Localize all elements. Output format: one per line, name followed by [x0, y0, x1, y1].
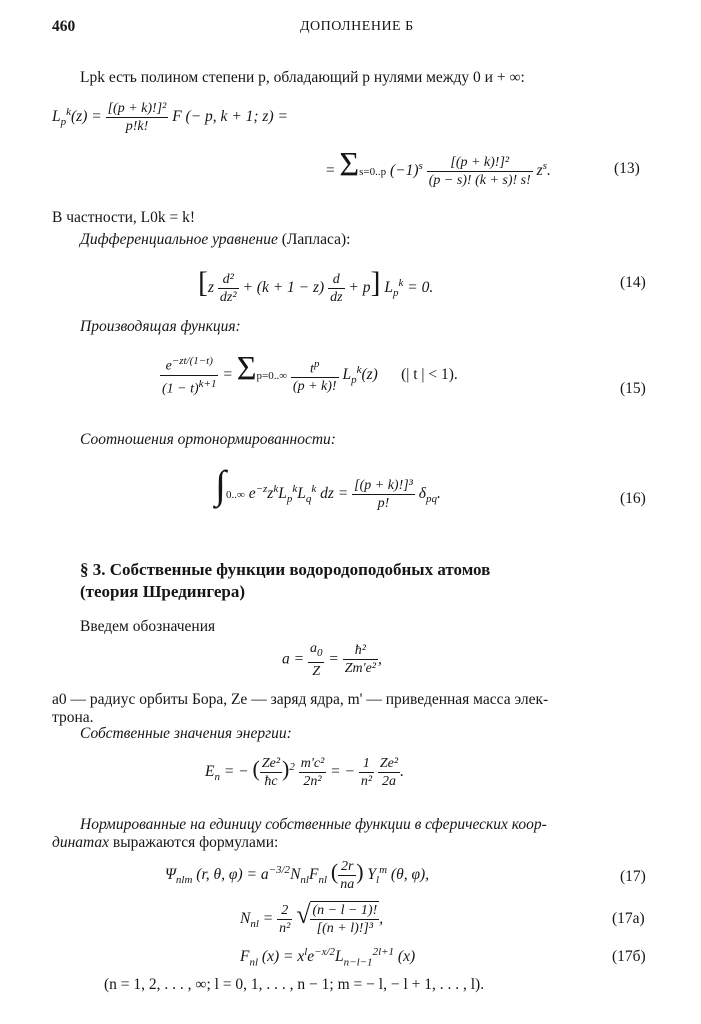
running-title: ДОПОЛНЕНИЕ Б [300, 19, 414, 34]
eq-number-17a: (17а) [612, 910, 645, 927]
paragraph-quantum-numbers: (n = 1, 2, . . . , ∞; l = 0, 1, . . . , n − 1; m = − l, − l + 1, . . . , l). [104, 976, 485, 993]
paragraph-normalized-cont [52, 833, 278, 853]
equation-16: ∫0..∞ $e^{-z}z^kL_p^kL_q^k$ dz = $\frac{\text{[(p + k)!]³}}{p!}$ $\delta_{pq}$. [215, 462, 441, 511]
equation-17a: $N_{nl}$ = $\frac{2}{\text{n²}}$ √ $\frac{(n - l - 1)!}{\text{[(n + l)!]³}}$ , [240, 900, 384, 937]
equation-17b: $F_{nl}$ $(x) = x^le^{-x/2}L_{n-l-1}^{2l+1}$ (x) [240, 946, 416, 969]
eq-number-15: (15) [620, 380, 646, 397]
paragraph-laguerre-intro: Lpk есть полином степени p, обладающий p нулями между 0 и + ∞: [80, 69, 525, 86]
eq-number-14: (14) [620, 274, 646, 291]
paragraph-particular: В частности, L0k = k! [52, 209, 196, 226]
eq-number-13: (13) [614, 160, 640, 177]
equation-13a: $L_p^k(z)$ = $\frac{\text{[(p + k)!]²}}{p!k!}$ F (− p, k + 1; z) = [52, 101, 288, 134]
paragraph-bohr-radius: a0 — радиус орбиты Бора, Ze — заряд ядра, m' — приведенная масса элек- [52, 691, 549, 708]
equation-17: $\Psi_{nlm}$ (r, θ, $\varphi) = a^{-3/2}N_{nl}F_{nl}$ ( $\frac{2r}{na}$ ) $Y_l^m$ (θ, φ), [165, 859, 430, 892]
page-number: 460 [52, 18, 76, 35]
eq-number-17: (17) [620, 868, 646, 885]
section-heading-line2: (теория Шредингера) [80, 582, 246, 601]
paragraph-diff-eq [80, 230, 350, 250]
equation-15: $\frac{e^{-zt/(1-t)}}{(1 - t)^{k+1}}$ = Σp=0..∞ $\frac{t^p}{(p + k)!}$ $L_p^k(z)$ (| t | < 1). [162, 350, 458, 397]
paragraph-bohr-radius-cont: трона. [52, 709, 94, 726]
equation-a: a = $\frac{a_0}{Z}$ = $\frac{\text{ħ²}}{\text{Zm'e²}}$ , [282, 641, 382, 679]
diff-eq-laplace: (Лапласа): [281, 231, 351, 248]
paragraph-energy: Собственные значения энергии: [80, 725, 292, 742]
eq-number-16: (16) [620, 490, 646, 507]
equation-energy: $E_n$ = − ( $\frac{\text{Ze²}}{ħc}$ )$^2$ $\frac{\text{m'c²}}{\text{2n²}}$ = − $\frac{1}{\text{n²}}$ $\frac{\text{Ze²}}{2a}$ . [205, 756, 404, 789]
diff-eq-label: Дифференциальное уравнение [80, 231, 278, 248]
equation-13b: = Σs=0..p $(-1)^s$ $\frac{\text{[(p + k)!]²}}{(p - s)! (k + s)! s!}$ $z^s$. [325, 146, 551, 188]
coords-word: динатах [52, 834, 110, 851]
paragraph-generating: Производящая функция: [80, 318, 241, 335]
equation-14: [z $\frac{\text{d²}}{\text{dz²}}$ + (k + 1 − z) $\frac{d}{dz}$ + p] $L_p^k = 0$. [198, 266, 434, 305]
eq-number-17b: (17б) [612, 948, 646, 965]
paragraph-normalized: Нормированные на единицу собственные функции в сферических коор- [80, 816, 547, 833]
paragraph-notation: Введем обозначения [80, 618, 216, 635]
paragraph-orthonormality: Соотношения ортонормированности: [80, 431, 336, 448]
formulas-word: выражаются формулами: [112, 834, 279, 851]
section-heading-line1: § 3. Собственные функции водородоподобных атомов [80, 560, 491, 579]
